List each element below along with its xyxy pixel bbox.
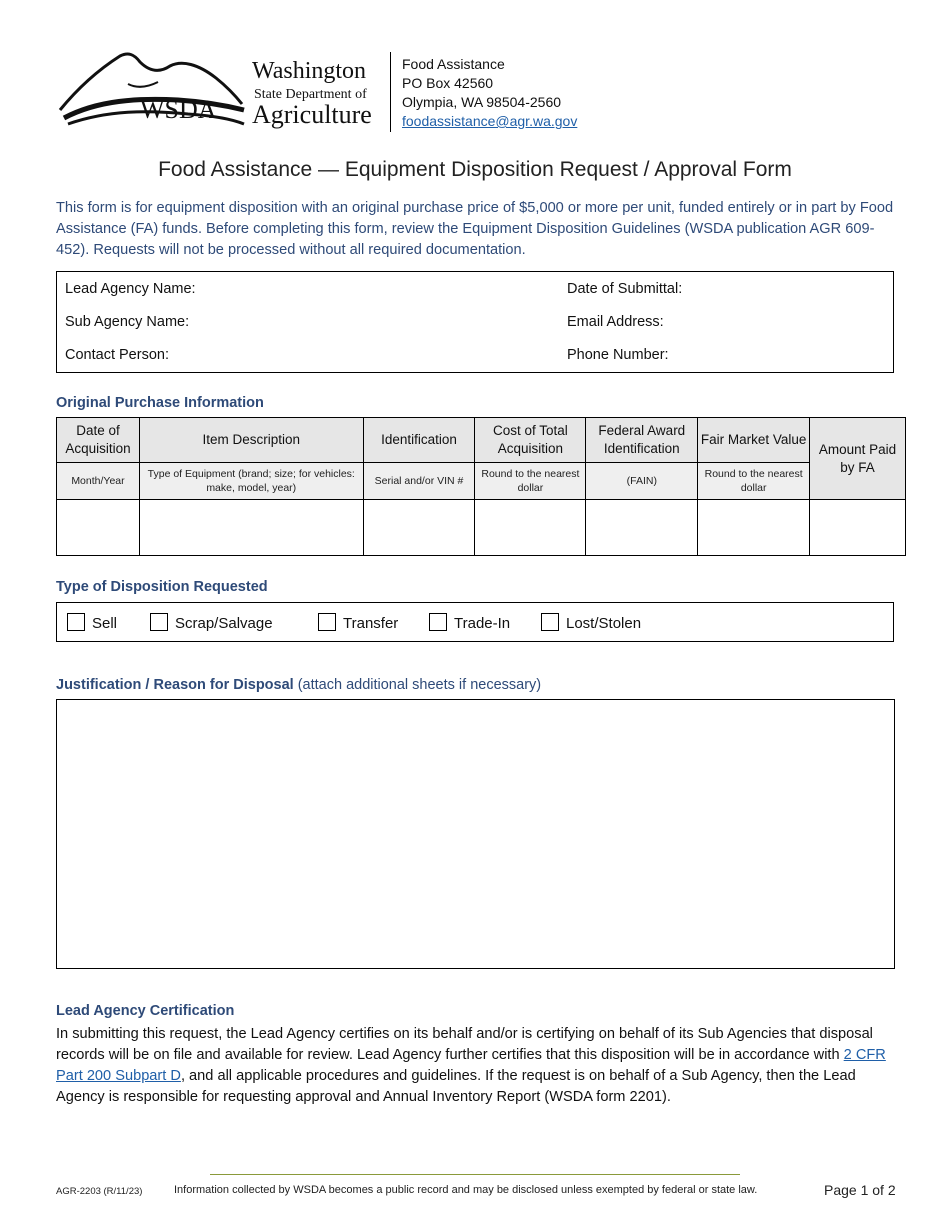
header-divider xyxy=(390,52,391,132)
checkbox[interactable] xyxy=(541,613,559,631)
option-trade-in[interactable]: Trade-In xyxy=(429,613,510,632)
checkbox[interactable] xyxy=(429,613,447,631)
cell-item-input[interactable] xyxy=(139,500,363,556)
form-code: AGR-2203 (R/11/23) xyxy=(56,1186,143,1197)
cell-fain-input[interactable] xyxy=(586,500,698,556)
public-record-note: Information collected by WSDA becomes a public record and may be disclosed unless exempted by federal or state law. xyxy=(174,1184,758,1196)
option-scrap-salvage[interactable]: Scrap/Salvage xyxy=(150,613,273,632)
option-sell[interactable]: Sell xyxy=(67,613,117,632)
cell-identification-input[interactable] xyxy=(363,500,475,556)
col-header-identification: Identification xyxy=(363,418,475,463)
col-header-date: Date of Acquisition xyxy=(57,418,140,463)
disposition-options xyxy=(56,602,894,642)
cfr-link[interactable]: 2 CFR Part 200 Subpart D xyxy=(56,1047,886,1084)
footer-divider xyxy=(210,1174,740,1175)
address-block xyxy=(402,55,577,131)
col-header-market-value: Fair Market Value xyxy=(698,418,810,463)
email-link[interactable]: foodassistance@agr.wa.gov xyxy=(402,113,578,129)
cell-cost-input[interactable] xyxy=(475,500,586,556)
certification-text: In submitting this request, the Lead Agency certifies on its behalf and/or is certifying on behalf of its Sub Agencies that disposal records will be on file and available for review. Lead Agency further certifies that this disposition will be in accordance with 2 CFR Part 200 Subpart D, and all applicable procedures and guidelines. If the request is on behalf of a Sub Agency, then the Lead Agency is responsible for requesting approval and Annual Inventory Report (WSDA form 2201). xyxy=(56,1026,886,1105)
email-address-field[interactable]: Email Address: xyxy=(567,314,664,330)
cell-amount-paid-input[interactable] xyxy=(810,500,906,556)
col-header-fain: Federal Award Identification xyxy=(586,418,698,463)
col-sub-cost: Round to the nearest dollar xyxy=(475,463,586,500)
col-sub-market-value: Round to the nearest dollar xyxy=(698,463,810,500)
logo-wordmark: WSDA xyxy=(140,95,217,124)
option-transfer[interactable]: Transfer xyxy=(318,613,398,632)
address-po-box: PO Box 42560 xyxy=(402,75,494,91)
agency-name-line2: State Department of xyxy=(254,87,367,102)
justification-heading-row xyxy=(56,677,541,693)
agency-name-line3: Agriculture xyxy=(252,100,372,129)
col-sub-item: Type of Equipment (brand; size; for vehicles: make, model, year) xyxy=(139,463,363,500)
address-city: Olympia, WA 98504-2560 xyxy=(402,94,562,110)
cell-market-value-input[interactable] xyxy=(698,500,810,556)
lead-agency-field[interactable]: Lead Agency Name: xyxy=(65,281,196,297)
agency-info-box xyxy=(56,271,894,373)
cell-date-input[interactable] xyxy=(57,500,140,556)
page-number: Page 1 of 2 xyxy=(824,1182,896,1198)
table-row xyxy=(57,500,906,556)
page-title: Food Assistance — Equipment Disposition Request / Approval Form xyxy=(158,158,792,181)
checkbox[interactable] xyxy=(150,613,168,631)
col-header-cost: Cost of Total Acquisition xyxy=(475,418,586,463)
justification-note: (attach additional sheets if necessary) xyxy=(297,677,542,693)
option-lost-stolen[interactable]: Lost/Stolen xyxy=(541,613,641,632)
checkbox[interactable] xyxy=(318,613,336,631)
col-sub-date: Month/Year xyxy=(57,463,140,500)
col-sub-identification: Serial and/or VIN # xyxy=(363,463,475,500)
intro-text: This form is for equipment disposition with an original purchase price of $5,000 or more per unit, funded entirely or in part by Food Assistance (FA) funds. Before completing this form, review the Equipment Disposition Guidelines (WSDA publication AGR 609-452). Requests will not be processed without all required documentation. xyxy=(56,200,894,258)
col-header-amount-paid: Amount Paid by FA xyxy=(810,418,906,500)
sub-agency-field[interactable]: Sub Agency Name: xyxy=(65,314,190,330)
address-dept: Food Assistance xyxy=(402,56,505,72)
contact-person-field[interactable]: Contact Person: xyxy=(65,347,169,363)
phone-number-field[interactable]: Phone Number: xyxy=(567,347,669,363)
purchase-heading: Original Purchase Information xyxy=(56,395,264,411)
certification-heading: Lead Agency Certification xyxy=(56,1003,235,1019)
checkbox[interactable] xyxy=(67,613,85,631)
justification-textarea[interactable] xyxy=(56,699,895,969)
mountain-logo-icon xyxy=(58,48,248,138)
col-sub-fain: (FAIN) xyxy=(586,463,698,500)
disposition-heading: Type of Disposition Requested xyxy=(56,579,268,595)
purchase-table xyxy=(56,417,906,556)
justification-heading: Justification / Reason for Disposal xyxy=(56,677,294,693)
agency-name-line1: Washington xyxy=(252,58,367,84)
date-submittal-field[interactable]: Date of Submittal: xyxy=(567,281,683,297)
col-header-item: Item Description xyxy=(139,418,363,463)
